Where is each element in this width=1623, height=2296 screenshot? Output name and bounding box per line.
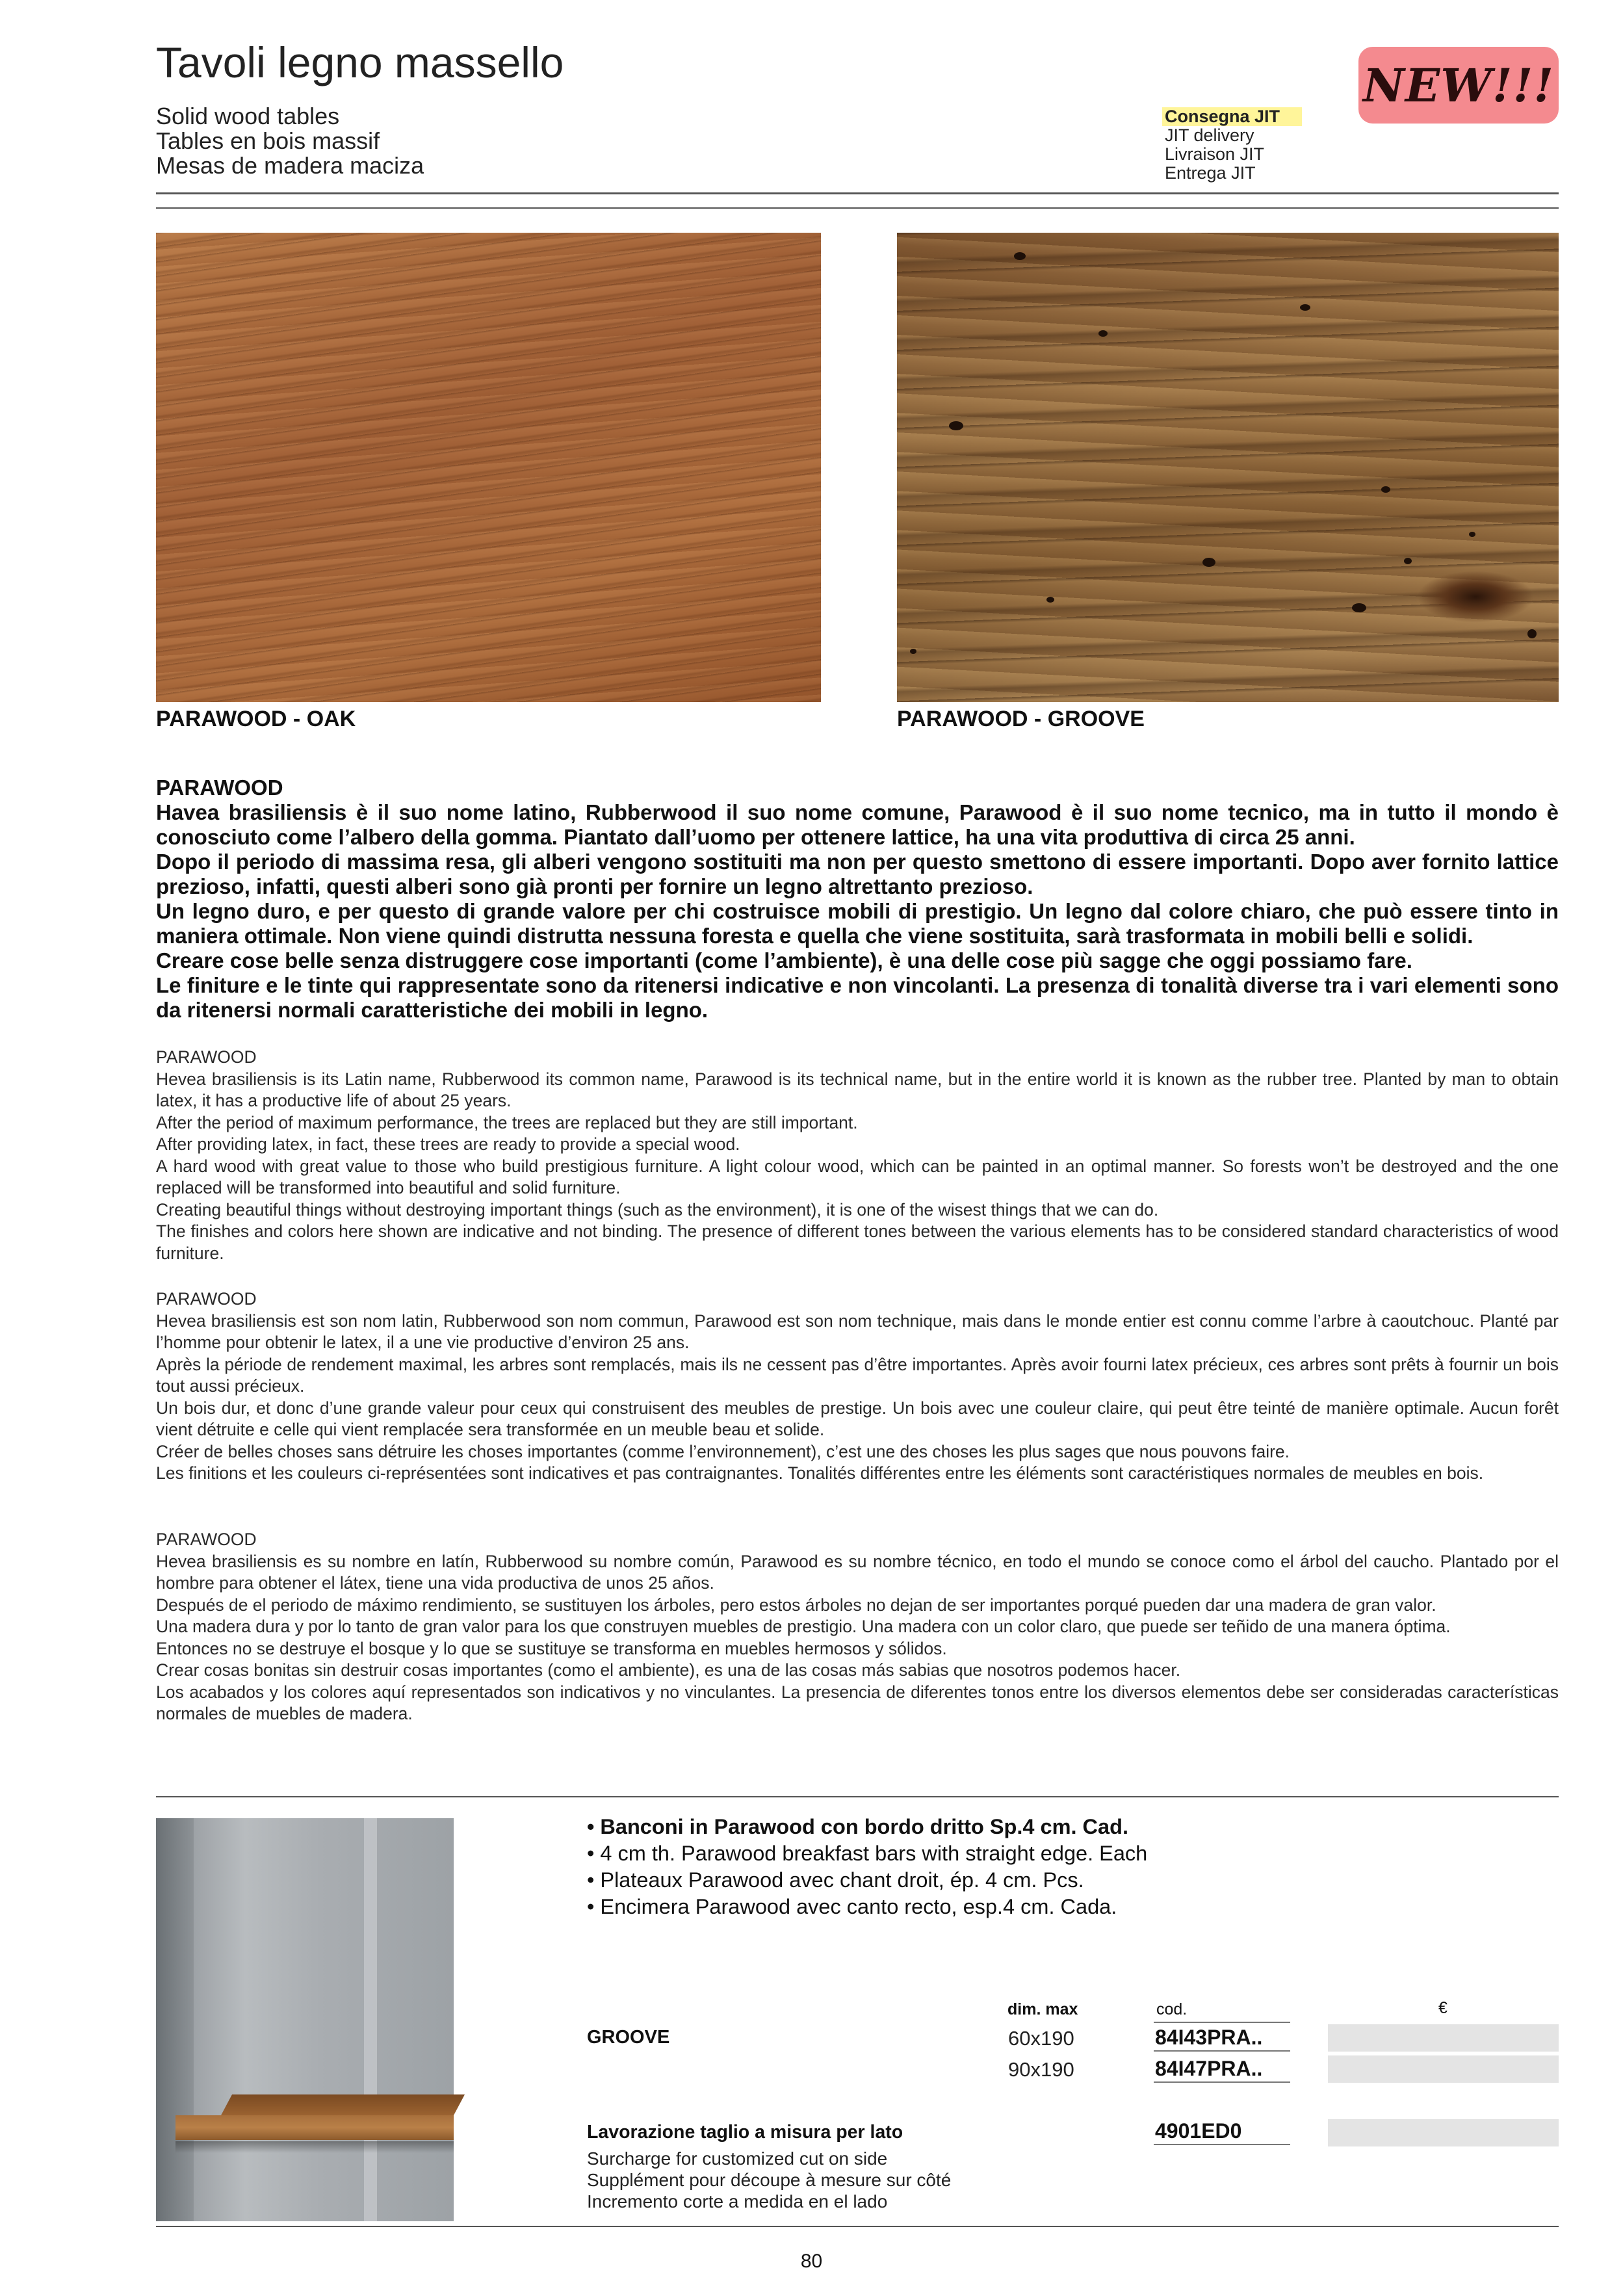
page-subtitles [156, 104, 424, 178]
description-fr-heading: PARAWOOD [156, 1289, 257, 1309]
description-it-heading: PARAWOOD [156, 776, 283, 800]
description-fr-paragraph: Créer de belles choses sans détruire les choses importantes (comme l’environnement), c’est une des choses les plus sages que nous pouvons faire. [156, 1441, 1290, 1461]
dimension-cell: 90x190 [1008, 2058, 1074, 2081]
description-fr-paragraph: Les finitions et les couleurs ci-représentées sont indicatives et pas contraignantes. Tonalités différentes entre les éléments sont caractéristiques normales de meubles en bois. [156, 1463, 1484, 1483]
description-en-paragraph: After the period of maximum performance, the trees are replaced but they are still important. [156, 1112, 858, 1132]
jit-label-fr: Livraison JIT [1165, 144, 1265, 164]
description-es-paragraph: Después de el periodo de máximo rendimiento, se sustituyen los árboles, pero estos árboles no dejan de ser importantes porqué pueden dar una madera de gran valor. [156, 1595, 1436, 1615]
description-en-heading: PARAWOOD [156, 1047, 257, 1067]
product-bullet-en: • 4 cm th. Parawood breakfast bars with straight edge. Each [587, 1842, 1148, 1865]
column-header-dim: dim. max [1007, 2000, 1078, 2018]
finish-label-groove: GROOVE [587, 2027, 670, 2048]
product-divider-top [156, 1796, 1559, 1797]
wood-knot [1469, 532, 1475, 537]
wood-knot [1098, 330, 1108, 337]
dimension-cell: 60x190 [1008, 2027, 1074, 2050]
surcharge-translations [587, 2148, 951, 2212]
surcharge-es: Incremento corte a medida en el lado [587, 2191, 888, 2211]
wood-knot [1300, 304, 1310, 311]
new-badge: NEW!!! [1358, 47, 1559, 124]
caption-groove: PARAWOOD - GROOVE [897, 707, 1145, 731]
breakfast-bar-photo [156, 1818, 454, 2221]
jit-label-it: Consegna JIT [1162, 107, 1302, 126]
description-en-paragraph: The finishes and colors here shown are indicative and not binding. The presence of different tones between the various elements has to be considered standard characteristics of wood furniture. [156, 1221, 1559, 1263]
product-description [587, 1814, 1147, 1920]
description-en-paragraph: After providing latex, in fact, these trees are ready to provide a special wood. [156, 1134, 740, 1154]
description-es [156, 1529, 1559, 1725]
surcharge-en: Surcharge for customized cut on side [587, 2148, 888, 2169]
jit-label-en: JIT delivery [1165, 125, 1254, 145]
description-es-paragraph: Los acabados y los colores aquí representados son indicativos y no vinculantes. La presencia de diferentes tonos entre los diversos elementos debe ser consideradas características normales de muebles de madera. [156, 1682, 1559, 1723]
photo-wood-board [156, 2094, 454, 2141]
subtitle-es: Mesas de madera maciza [156, 152, 424, 179]
header-divider-top [156, 192, 1559, 194]
wood-knot [1404, 558, 1412, 564]
wood-knot [1014, 252, 1026, 260]
wood-knot [910, 649, 916, 654]
photo-wall-shade [156, 1818, 194, 2221]
photo-board-shadow [175, 2141, 454, 2153]
description-it-paragraph: Creare cose belle senza distruggere cose importanti (come l’ambiente), è una delle cose più sagge che oggi possiamo fare. [156, 948, 1412, 972]
wood-knot-large [1417, 571, 1534, 623]
description-es-heading: PARAWOOD [156, 1530, 257, 1549]
description-it-paragraph: Un legno duro, e per questo di grande valore per chi costruisce mobili di prestigio. Un legno dal colore chiaro, che può essere tinto in maniera ottimale. Non viene quindi distrutta nessuna foresta e quella che viene sostituita, sarà trasformata in mobili belli e solidi. [156, 899, 1559, 948]
wood-knot [1202, 558, 1215, 567]
price-cell [1328, 2024, 1559, 2052]
description-en-paragraph: Creating beautiful things without destroying important things (such as the environment), it is one of the wisest things that we can do. [156, 1199, 1159, 1220]
product-bullet-fr: • Plateaux Parawood avec chant droit, ép. 4 cm. Pcs. [587, 1868, 1084, 1892]
price-cell [1328, 2055, 1559, 2083]
product-bullet-es: • Encimera Parawood avec canto recto, esp.4 cm. Cada. [587, 1895, 1117, 1918]
description-it-paragraph: Le finiture e le tinte qui rappresentate sono da ritenersi indicative e non vincolanti. La presenza di tonalità diverse tra i vari elementi sono da ritenersi normali caratteristiche dei mobili in legno. [156, 973, 1559, 1022]
header-divider-bottom [156, 207, 1559, 209]
wood-knot [1352, 603, 1366, 612]
subtitle-fr: Tables en bois massif [156, 127, 380, 154]
description-es-paragraph: Entonces no se destruye el bosque y lo que se sustituye se transforma en muebles hermosos y sólidos. [156, 1638, 947, 1658]
product-bullet-it: • Banconi in Parawood con bordo dritto Sp.4 cm. Cad. [587, 1815, 1128, 1838]
column-header-code: cod. [1156, 2000, 1188, 2018]
product-code-cell: 84I43PRA.. [1154, 2023, 1290, 2052]
parawood-oak-swatch [156, 233, 821, 702]
jit-delivery-note [1162, 107, 1302, 183]
description-fr-paragraph: Hevea brasiliensis est son nom latin, Rubberwood son nom commun, Parawood est son nom technique, mais dans le monde entier est connu comme l’arbre à caoutchouc. Planté par l’homme pour obtenir le latex, il a une vie productive d’environ 25 ans. [156, 1311, 1559, 1352]
description-it-paragraph: Havea brasiliensis è il suo nome latino, Rubberwood il suo nome comune, Parawood è il suo nome tecnico, ma in tutto il mondo è conosciuto come l’albero della gomma. Piantato dall’uomo per ottenere lattice, ha una vita produttiva di circa 25 anni. [156, 800, 1559, 849]
description-fr-paragraph: Après la période de rendement maximal, les arbres sont remplacés, mais ils ne cessent pas d’être importantes. Après avoir fourni latex précieux, ces arbres sont prêts à fournir un bois tout aussi précieux. [156, 1354, 1559, 1396]
description-en [156, 1047, 1559, 1264]
description-en-paragraph: Hevea brasiliensis is its Latin name, Rubberwood its common name, Parawood is its technical name, but in the entire world it is known as the rubber tree. Planted by man to obtain latex, it has a productive life of about 25 years. [156, 1069, 1559, 1110]
subtitle-en: Solid wood tables [156, 103, 340, 129]
wood-knot [1046, 597, 1054, 603]
photo-wall-strip [364, 1818, 377, 2221]
parawood-groove-swatch [897, 233, 1559, 702]
surcharge-label: Lavorazione taglio a misura per lato [587, 2122, 903, 2143]
page-number: 80 [800, 2250, 823, 2272]
wood-knot [1527, 629, 1537, 638]
description-es-paragraph: Crear cosas bonitas sin destruir cosas importantes (como el ambiente), es una de las cosas más sabias que nosotros podemos hacer. [156, 1660, 1181, 1680]
description-fr-paragraph: Un bois dur, et donc d’une grande valeur pour ceux qui construisent des meubles de prestige. Un bois avec une couleur claire, qui peut être teinté de manière optimale. Aucun forêt vient détruite e celle qui vient remplacée sera transformée en un meuble beau et solide. [156, 1398, 1559, 1439]
jit-label-es: Entrega JIT [1165, 163, 1256, 183]
wood-knot [1381, 486, 1390, 493]
product-code-cell: 84I47PRA.. [1154, 2054, 1290, 2083]
column-header-price: € [1438, 1999, 1448, 2017]
surcharge-price-cell [1328, 2119, 1559, 2146]
photo-board-edge [175, 2115, 454, 2140]
surcharge-code-cell: 4901ED0 [1154, 2117, 1290, 2145]
page-title: Tavoli legno massello [156, 38, 564, 86]
description-es-paragraph: Hevea brasiliensis es su nombre en latín, Rubberwood su nombre común, Parawood es su nombre técnico, en todo el mundo se conoce como el árbol del caucho. Plantado por el hombre para obtener el látex, tiene una vida productiva de unos 25 años. [156, 1551, 1559, 1593]
wood-knot [949, 421, 963, 430]
description-es-paragraph: Una madera dura y por lo tanto de gran valor para los que construyen muebles de prestigio. Una madera con un color claro, que puede ser teñido de una manera óptima. [156, 1617, 1451, 1636]
description-fr [156, 1288, 1559, 1485]
surcharge-fr: Supplément pour découpe à mesure sur côté [587, 2170, 952, 2190]
photo-board-top [221, 2094, 465, 2115]
caption-oak: PARAWOOD - OAK [156, 707, 356, 731]
product-divider-bottom [156, 2226, 1559, 2227]
description-it [156, 776, 1559, 1023]
description-en-paragraph: A hard wood with great value to those who build prestigious furniture. A light colour wood, which can be painted in an optimal manner. So forests won’t be destroyed and the one replaced will be transformed into beautiful and solid furniture. [156, 1156, 1559, 1197]
description-it-paragraph: Dopo il periodo di massima resa, gli alberi vengono sostituiti ma non per questo smettono di essere importanti. Dopo aver fornito lattice prezioso, infatti, questi alberi sono già pronti per fornire un legno altrettanto prezioso. [156, 850, 1559, 898]
